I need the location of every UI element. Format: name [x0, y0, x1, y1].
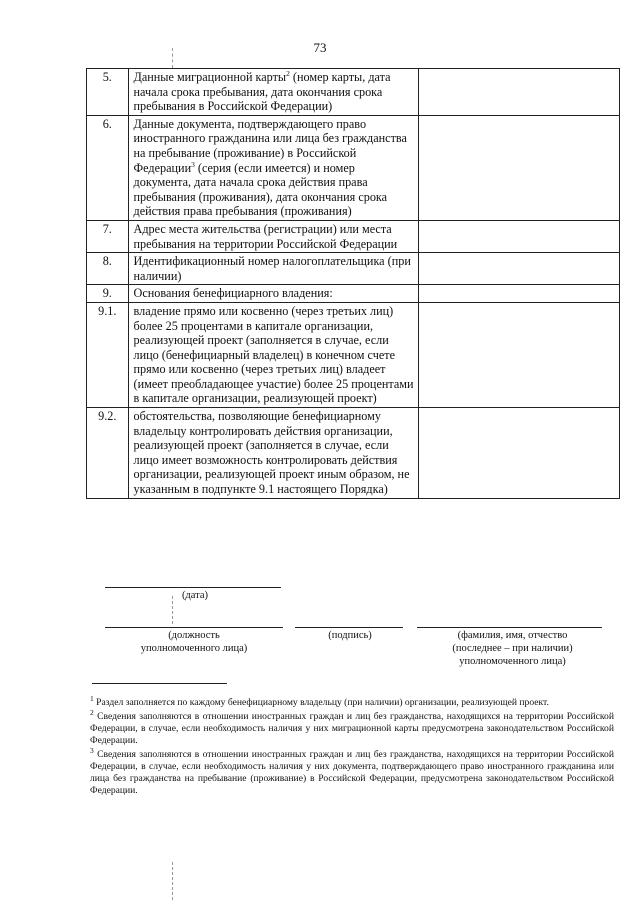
row-value-cell[interactable]	[419, 115, 620, 220]
row-number: 7.	[87, 220, 129, 252]
table-row	[87, 408, 620, 499]
footnotes	[90, 693, 614, 799]
footnote-mark: 2	[90, 707, 94, 717]
footnote: $^3$ Сведения заполняются в отношении иностранных граждан и лиц без гражданства, находящихся на территории Российской Федерации, в случае, если необходимость наличия у них документа, подтверждающего право иностранного гражданина или лица без гражданства на пребывание (проживание) в Российской Федерации, предусмотрена законодательством Российской Федерации.	[90, 745, 614, 796]
signature-label: (подпись)	[328, 630, 372, 641]
row-number: 9.	[87, 285, 129, 303]
row-value-cell[interactable]	[419, 302, 620, 407]
row-description: Основания бенефициарного владения:	[128, 285, 419, 303]
table-row	[87, 285, 620, 303]
footnote-mark: 1	[90, 693, 94, 703]
row-description: обстоятельства, позволяющие бенефициарному владельцу контролировать действия организации, реализующей проект (заполняется в случае, если лицо имеет возможность контролировать действия организации, реализующей проект иным образом, не указанным в подпункте 9.1 настоящего Порядка)	[128, 408, 419, 499]
row-value-cell[interactable]	[419, 285, 620, 303]
row-number: 8.	[87, 253, 129, 285]
table-row	[87, 115, 620, 220]
name-line[interactable]	[417, 627, 602, 628]
row-description: Идентификационный номер налогоплательщика (при наличии)	[128, 253, 419, 285]
row-value-cell[interactable]	[419, 408, 620, 499]
scan-artifact-mid	[172, 596, 173, 624]
footnote-mark: 3	[90, 745, 94, 755]
scan-artifact-top	[172, 48, 173, 68]
footnote: $^1$ Раздел заполняется по каждому бенефициарному владельцу (при наличии) организации, реализующей проект.	[90, 693, 549, 708]
footnote-ref: 3	[191, 159, 195, 169]
row-description: Адрес места жительства (регистрации) или места пребывания на территории Российской Федерации	[128, 220, 419, 252]
beneficiary-data-table	[86, 68, 620, 499]
footnote-ref: 2	[286, 68, 290, 78]
date-label: (дата)	[181, 590, 209, 601]
table-row	[87, 253, 620, 285]
footnote: $^2$ Сведения заполняются в отношении иностранных граждан и лиц без гражданства, находящихся на территории Российской Федерации, в случае, если необходимость наличия у них миграционной карты предусмотрена законодательством Российской Федерации.	[90, 707, 614, 746]
table-row	[87, 302, 620, 407]
row-number: 5.	[87, 69, 129, 116]
table-row	[87, 69, 620, 116]
row-value-cell[interactable]	[419, 220, 620, 252]
row-description: Данные миграционной карты$^2$ (номер карты, дата начала срока пребывания, дата окончания срока пребывания в Российской Федерации)	[128, 69, 419, 116]
name-label: (фамилия, имя, отчество (последнее – при наличии) уполномоченного лица)	[452, 630, 573, 667]
table-row	[87, 220, 620, 252]
page-number: 73	[313, 40, 327, 55]
row-value-cell[interactable]	[419, 69, 620, 116]
signature-line[interactable]	[295, 627, 403, 628]
row-value-cell[interactable]	[419, 253, 620, 285]
scan-artifact-bottom	[172, 862, 173, 900]
row-number: 6.	[87, 115, 129, 220]
date-line[interactable]	[105, 587, 281, 588]
row-number: 9.1.	[87, 302, 129, 407]
row-description: владение прямо или косвенно (через третьих лиц) более 25 процентами в капитале организации, реализующей проект (заполняется в случае, если лицо (бенефициарный владелец) в конечном счете прямо или косвенно (через третьих лиц) владеет (имеет преобладающее участие) более 25 процентами в капитале организации, реализующей проект)	[128, 302, 419, 407]
position-label: (должность уполномоченного лица)	[140, 630, 248, 654]
row-number: 9.2.	[87, 408, 129, 499]
footnote-divider	[92, 683, 227, 684]
position-line[interactable]	[105, 627, 283, 628]
row-description: Данные документа, подтверждающего право иностранного гражданина или лица без гражданства на пребывание (проживание) в Российской Федерации$^3$ (серия (если имеется) и номер документа, дата начала срока действия права пребывания (проживания), дата окончания срока действия права пребывания (проживания)	[128, 115, 419, 220]
